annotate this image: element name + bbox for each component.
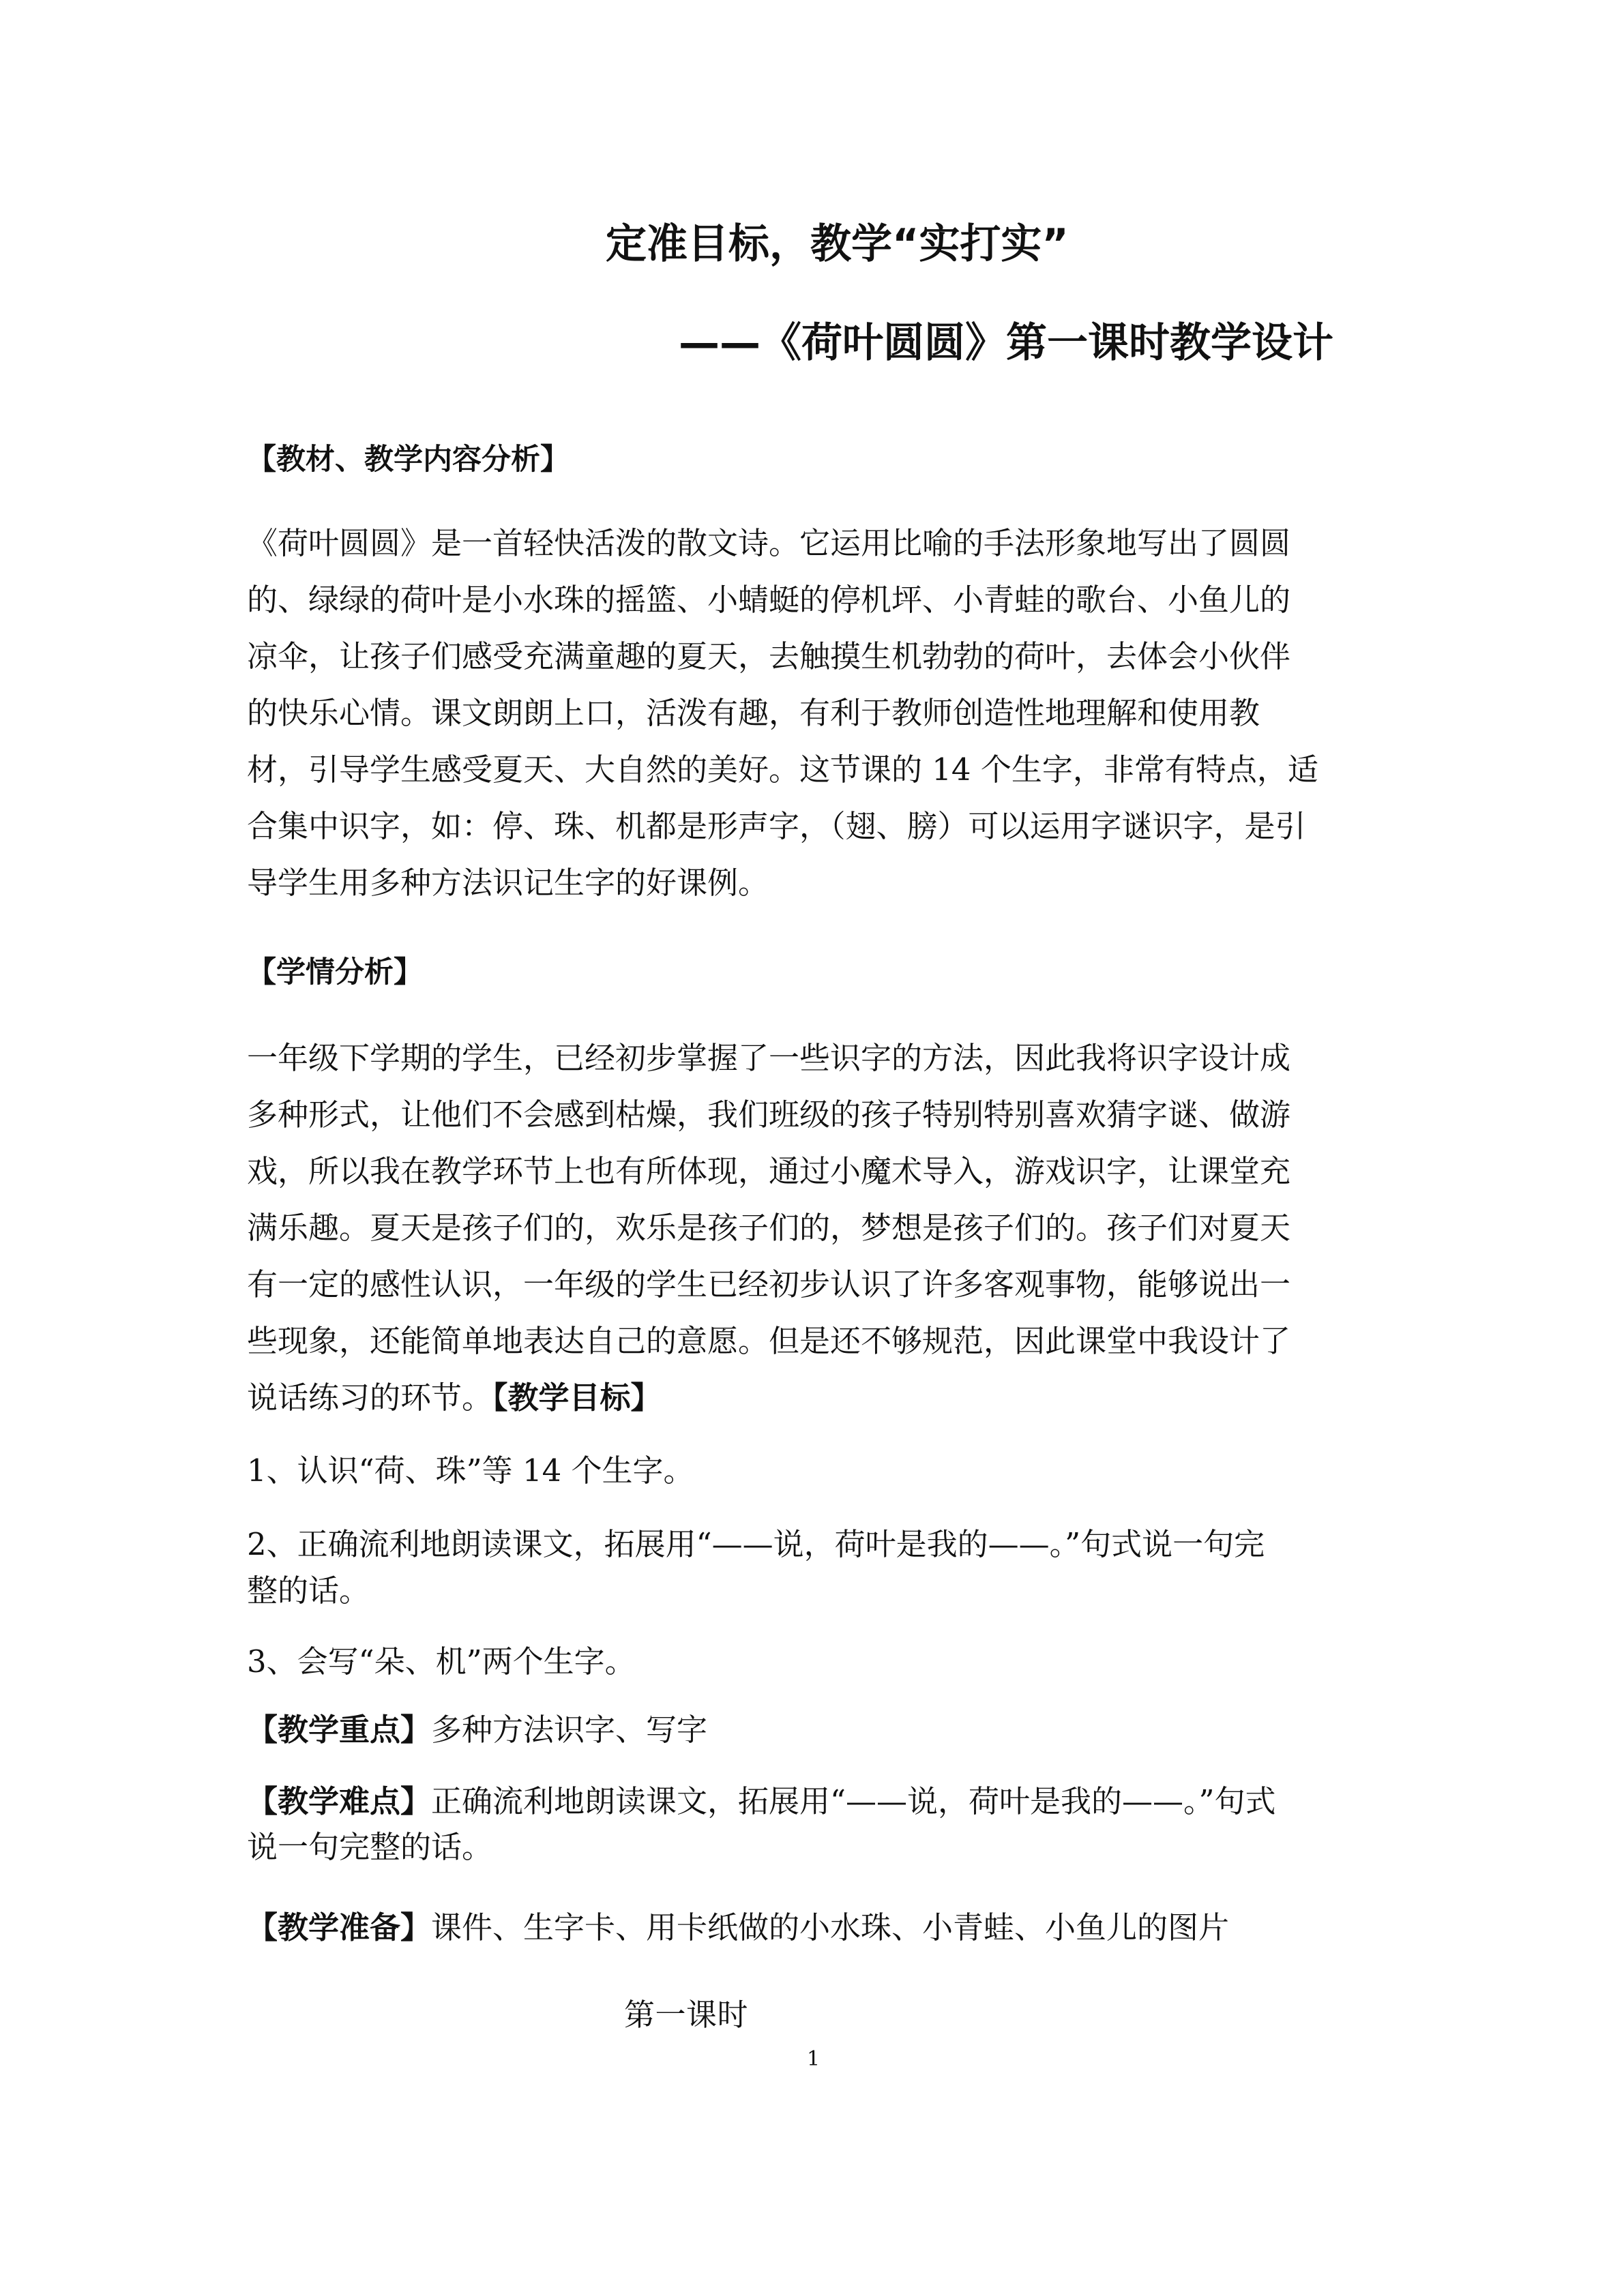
paragraph-line: 满乐趣。夏天是孩子们的，欢乐是孩子们的，梦想是孩子们的。孩子们对夏天 <box>247 1210 1291 1246</box>
paragraph-line: 一年级下学期的学生，已经初步掌握了一些识字的方法，因此我将识字设计成 <box>247 1040 1291 1076</box>
teaching-preparation <box>247 1903 1229 1947</box>
paragraph-line: 戏，所以我在教学环节上也有所体现，通过小魔术导入，游戏识字，让课堂充 <box>247 1153 1291 1189</box>
teaching-preparation-text: 课件、生字卡、用卡纸做的小水珠、小青蛙、小鱼儿的图片 <box>431 1909 1230 1945</box>
paragraph-line: 的、绿绿的荷叶是小水珠的摇篮、小蜻蜓的停机坪、小青蛙的歌台、小鱼儿的 <box>247 582 1291 618</box>
paragraph-line: 合集中识字，如：停、珠、机都是形声字，（翅、膀）可以运用字谜识字，是引 <box>247 808 1306 844</box>
paragraph-line <box>247 1373 662 1417</box>
paragraph-line: 些现象，还能简单地表达自己的意愿。但是还不够规范，因此课堂中我设计了 <box>247 1323 1291 1359</box>
teaching-preparation-label: 【教学准备】 <box>247 1909 432 1945</box>
goal-item-continuation: 整的话。 <box>247 1572 370 1609</box>
document-subtitle: ——《荷叶圆圆》第一课时教学设计 <box>679 319 1333 367</box>
teaching-focus-text: 多种方法识字、写字 <box>431 1712 708 1748</box>
document-title: 定准目标，教学“实打实” <box>606 220 1069 268</box>
paragraph-line-text: 说话练习的环节。 <box>247 1380 493 1416</box>
teaching-focus-label: 【教学重点】 <box>247 1712 432 1748</box>
paragraph-line: 多种形式，让他们不会感到枯燥，我们班级的孩子特别特别喜欢猜字谜、做游 <box>247 1097 1291 1133</box>
paragraph-line: 的快乐心情。课文朗朗上口，活泼有趣，有利于教师创造性地理解和使用教 <box>247 695 1260 731</box>
paragraph-line: 导学生用多种方法识记生字的好课例。 <box>247 865 769 901</box>
lesson-label: 第一课时 <box>624 1997 749 2033</box>
teaching-difficulty-label: 【教学难点】 <box>247 1783 432 1819</box>
teaching-difficulty-continuation: 说一句完整的话。 <box>247 1829 493 1865</box>
section-heading-material-analysis: 【教材、教学内容分析】 <box>247 443 570 477</box>
teaching-focus <box>247 1705 707 1749</box>
teaching-difficulty <box>247 1776 1276 1821</box>
section-heading-teaching-goals: 【教学目标】 <box>492 1380 662 1416</box>
goal-item: 2、正确流利地朗读课文，拓展用“——说，荷叶是我的——。”句式说一句完 <box>247 1526 1265 1562</box>
goal-item: 3、会写“朵、机”两个生字。 <box>247 1643 636 1680</box>
page-number: 1 <box>807 2047 821 2071</box>
paragraph-line: 材，引导学生感受夏天、大自然的美好。这节课的 14 个生字，非常有特点，适 <box>247 751 1318 788</box>
section-heading-student-analysis: 【学情分析】 <box>247 955 423 989</box>
paragraph-line: 有一定的感性认识，一年级的学生已经初步认识了许多客观事物，能够说出一 <box>247 1266 1291 1302</box>
paragraph-line: 《荷叶圆圆》是一首轻快活泼的散文诗。它运用比喻的手法形象地写出了圆圆 <box>247 525 1291 561</box>
goal-item: 1、认识“荷、珠”等 14 个生字。 <box>247 1452 694 1489</box>
paragraph-line: 凉伞，让孩子们感受充满童趣的夏天，去触摸生机勃勃的荷叶，去体会小伙伴 <box>247 638 1291 674</box>
teaching-difficulty-text: 正确流利地朗读课文，拓展用“——说，荷叶是我的——。”句式 <box>431 1783 1276 1819</box>
